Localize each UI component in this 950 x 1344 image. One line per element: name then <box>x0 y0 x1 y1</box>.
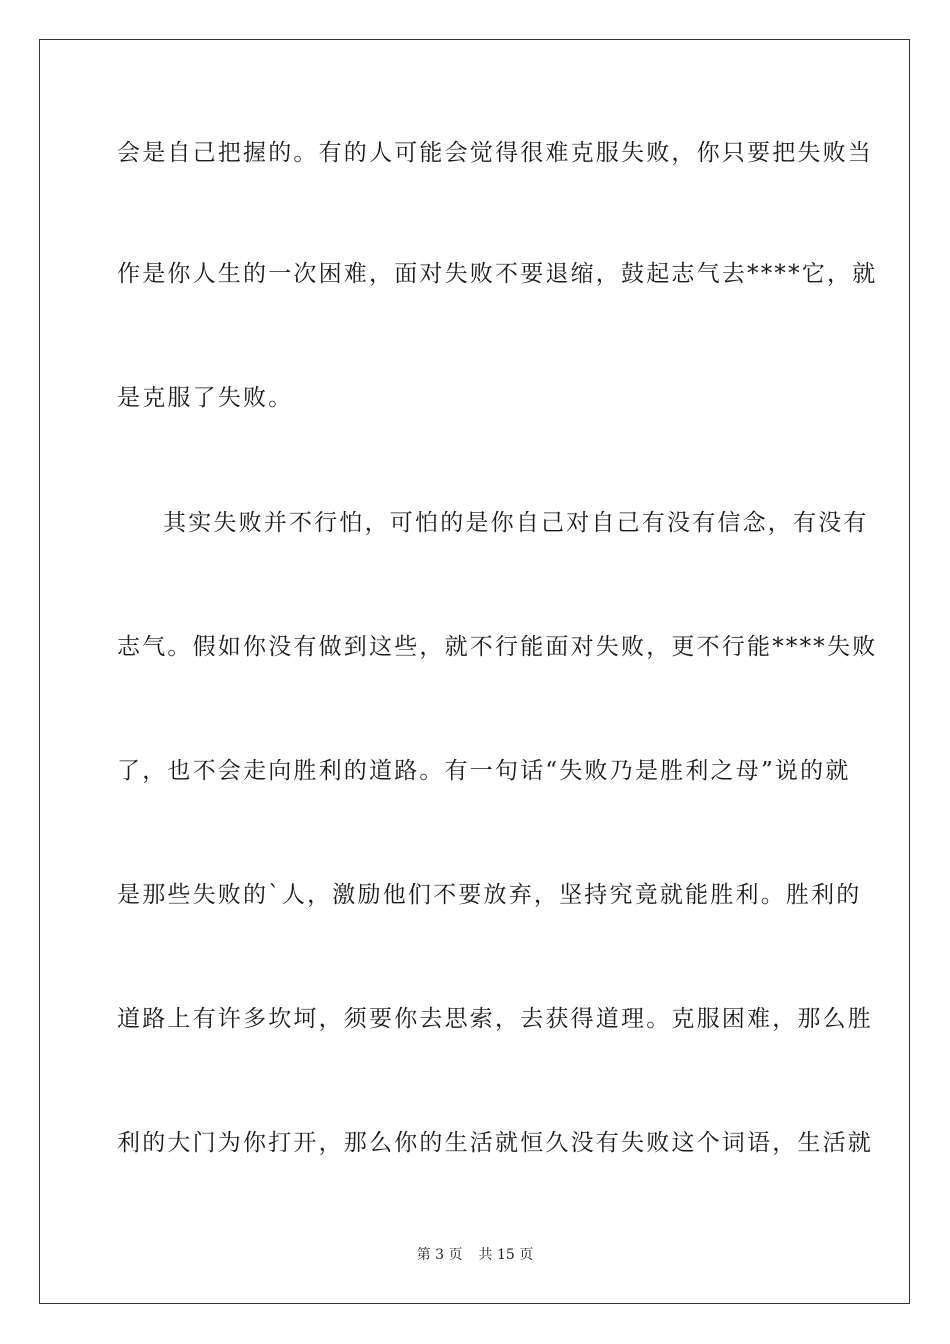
page-footer <box>0 1246 950 1264</box>
paragraph-line-6: 了，也不会走向胜利的道路。有一句话“失败乃是胜利之母”说的就 <box>117 758 851 784</box>
paragraph-line-8: 道路上有许多坎坷，须要你去思索，去获得道理。克服困难，那么胜 <box>117 1006 873 1032</box>
paragraph-line-3: 是克服了失败。 <box>117 385 294 411</box>
page-number: 第 3 页 <box>416 1247 463 1263</box>
paragraph-line-7: 是那些失败的`人，激励他们不要放弃，坚持究竟就能胜利。胜利的 <box>117 882 862 908</box>
paragraph-line-4: 其实失败并不行怕，可怕的是你自己对自己有没有信念，有没有 <box>163 510 869 536</box>
total-pages: 共 15 页 <box>478 1247 534 1263</box>
paragraph-line-5: 志气。假如你没有做到这些，就不行能面对失败，更不行能****失败 <box>117 634 878 660</box>
paragraph-line-1: 会是自己把握的。有的人可能会觉得很难克服失败，你只要把失败当 <box>117 140 873 166</box>
page-border <box>39 39 910 1304</box>
paragraph-line-9: 利的大门为你打开，那么你的生活就恒久没有失败这个词语，生活就 <box>117 1130 873 1156</box>
paragraph-line-2: 作是你人生的一次困难，面对失败不要退缩，鼓起志气去****它，就 <box>117 261 878 287</box>
